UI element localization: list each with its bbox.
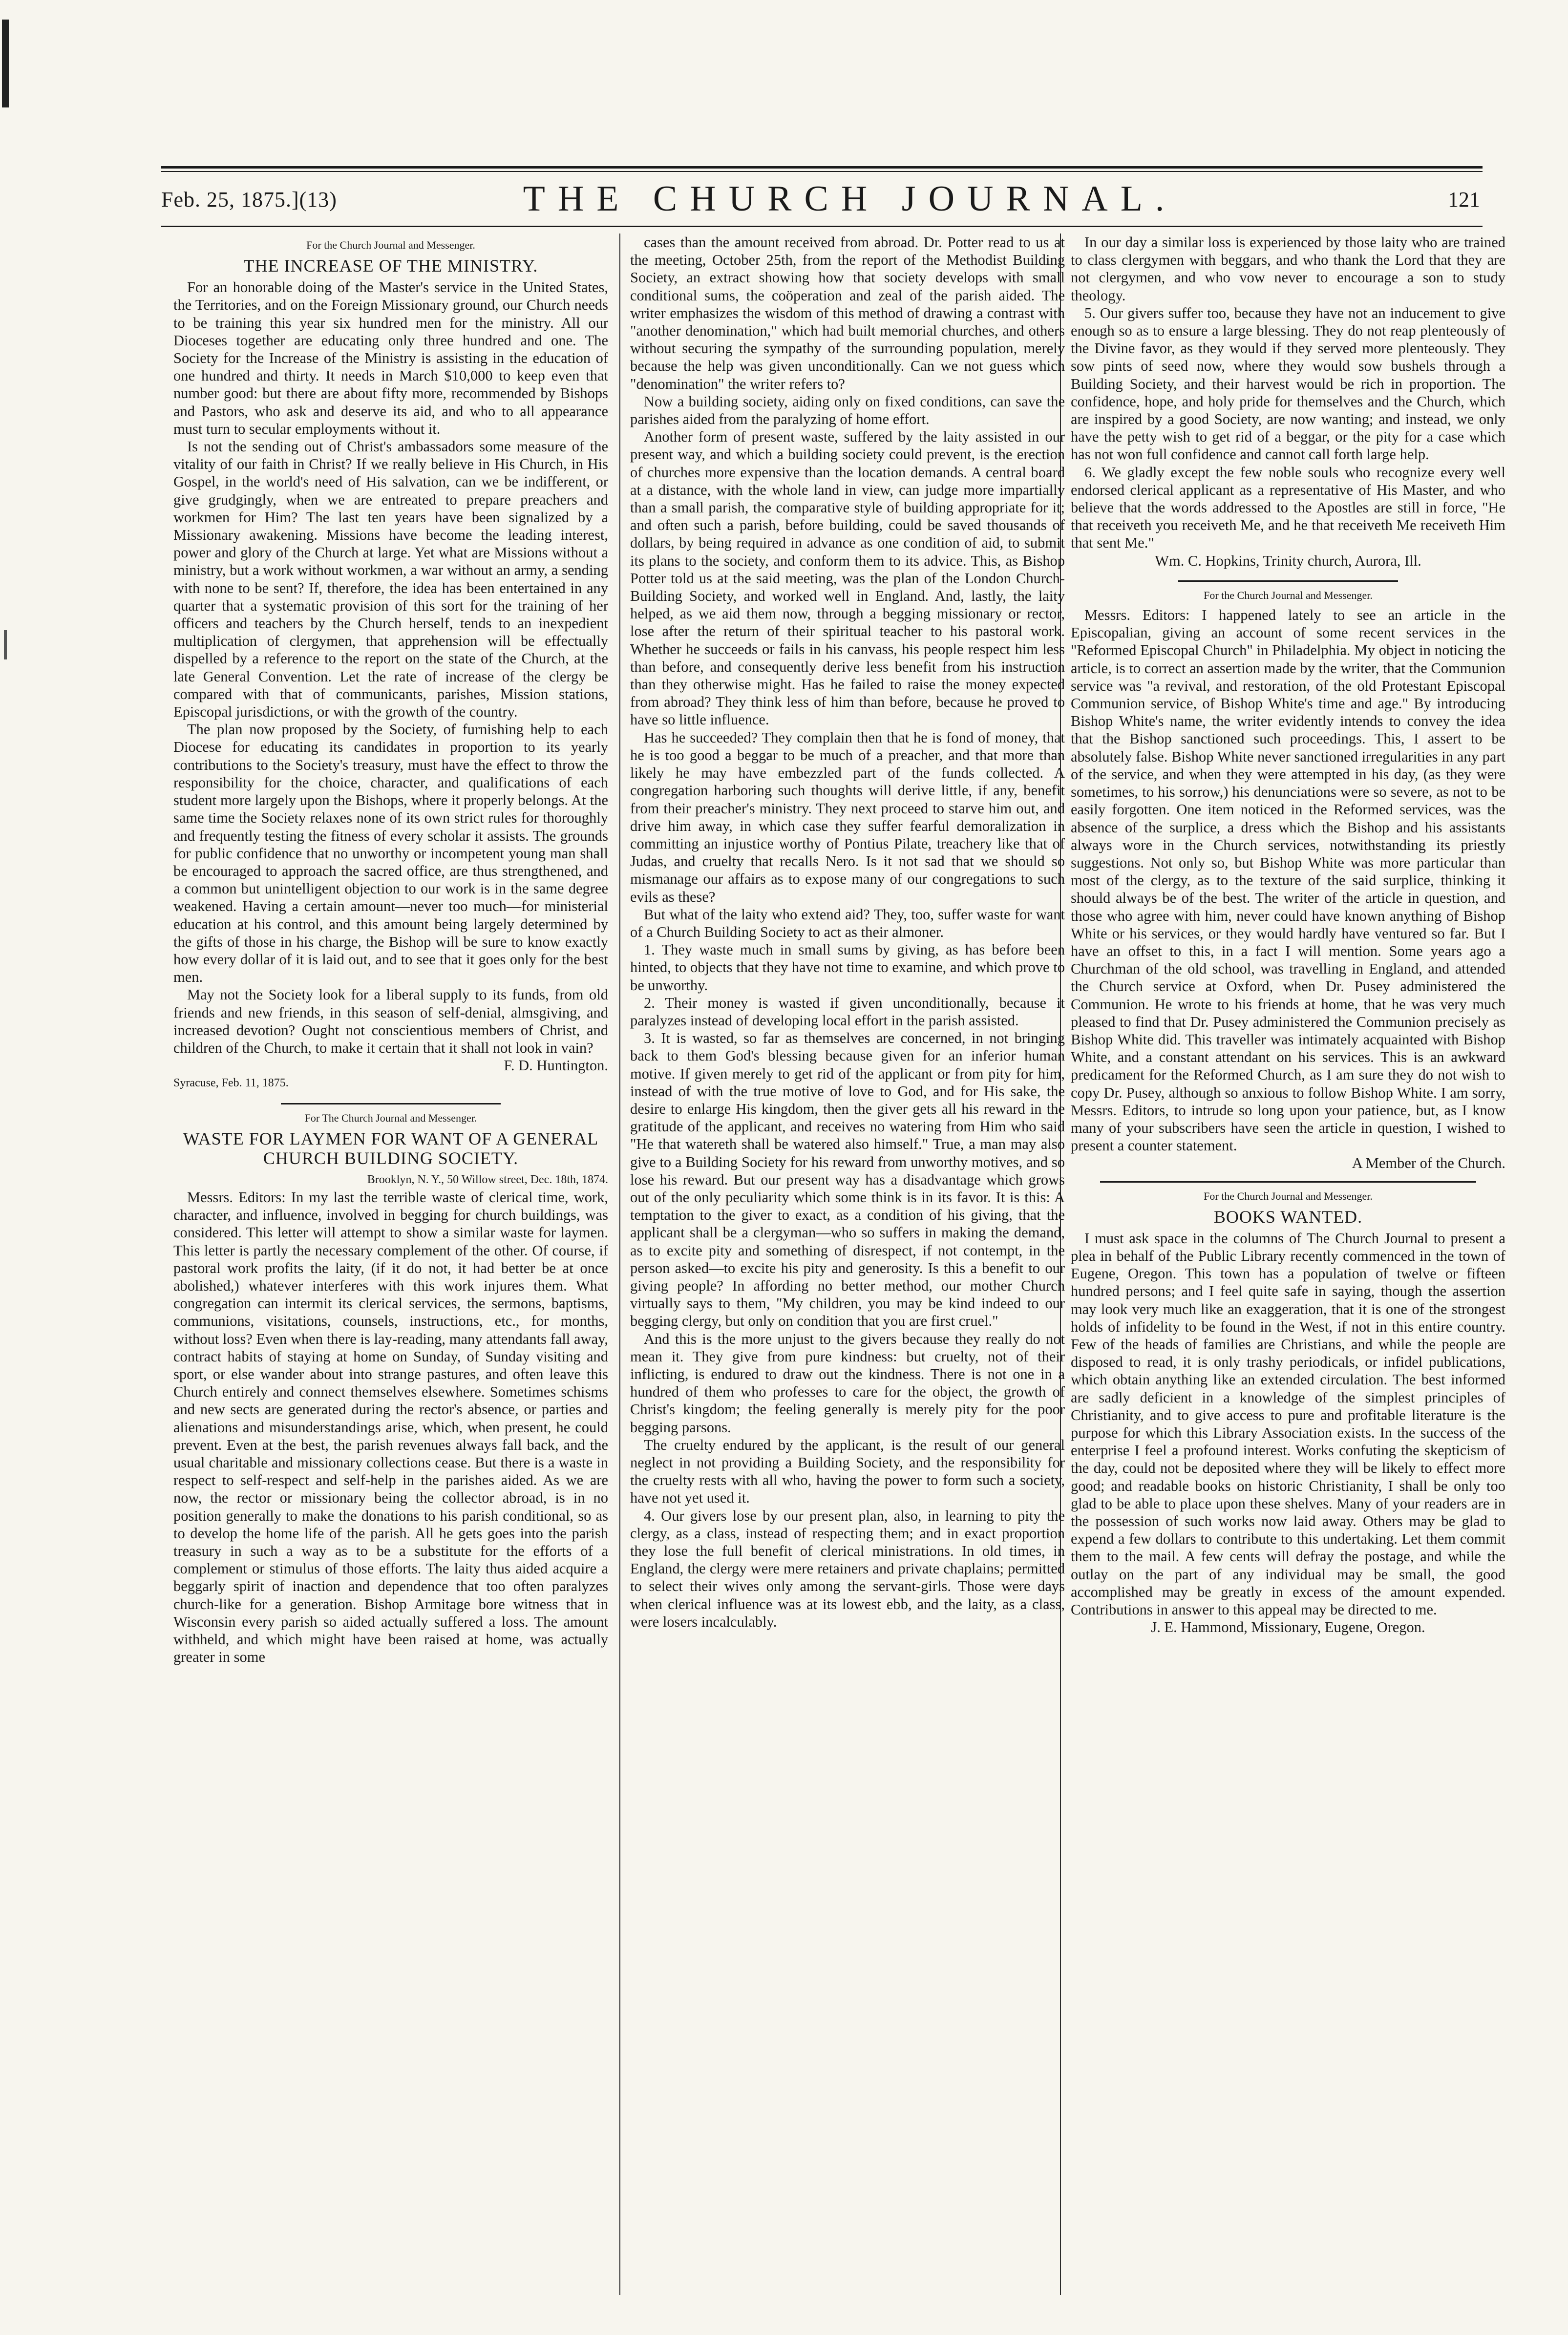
article-separator: [1178, 580, 1398, 582]
publication-title: THE CHURCH JOURNAL.: [523, 179, 1177, 219]
header-rule-bottom: [161, 226, 1483, 227]
article-credit: For The Church Journal and Messenger.: [304, 1111, 477, 1124]
article-paragraph: Messrs. Editors: In my last the terrible waste of clerical time, work, character, and influence, involved in begging for church buildings, was considered. This letter will attempt to show a similar waste for laymen. This letter is partly the necessary complement of the other. Of course, if pastoral work profits the laity, (if it do not, it had better be at once abolished,) whatever interferes with this work injures them. What congregation can intermit its clerical services, the sermons, baptisms, communions, visitations, counsels, instructions, etc., for months, without loss? Even when there is lay-reading, many attendants fall away, contract habits of staying at home on Sunday, of Sunday visiting and sport, or else wander about into strange pastures, and often leave this Church entirely and connect themselves elsewhere. Sometimes schisms and new sects are generated during the rector's absence, or parties and alienations and misunderstandings arise, which, when present, he could prevent. Even at the best, the parish revenues always fall back, and the usual charitable and missionary collections cease. But there is a waste in respect to self-respect and self-help in the parishes aided. As we are now, the rector or missionary being the collector abroad, is in no position generally to make the donations to his parish conditional, so as to develop the home life of the parish. All he gets goes into the parish treasury in such a way as to be a substitute for the efforts of a complement or stimulus of those efforts. The laity thus aided acquire a beggarly spirit of inaction and dependence that too often paralyzes church-like for a generation. Bishop Armitage bore witness that in Wisconsin every parish so aided actually suffered a loss. The amount withheld, and which might have been raised at home, was actually greater in some: [173, 1189, 608, 1666]
article-paragraph: 3. It is wasted, so far as themselves are concerned, in not bringing back to them God's blessing because given for an inferior human motive. If given merely to get rid of the applicant or from pity for him, instead of with the true motive of love to God, and for His sake, the desire to enlarge His kingdom, then the giver gets all his reward in the gratitude of the applicant, and receives no watering from Him who said "He that watereth shall be watered also himself." True, a man may also give to a Building Society for his reward from unworthy motives, and so lose his reward. But our present way has a disadvantage which grows out of the only peculiarity which some think is in its favor. It is this: A temptation to the giver to exact, as a condition of his giving, that the applicant shall be a clergyman—who so suffers in making the demand, as to excite pity and something of disrespect, if not contempt, in the person asked—to excite his pity and generosity. Is this a benefit to our giving people? In affording no better method, our mother Church virtually says to them, "My children, you may be kind indeed to our begging clergy, but only on condition that you are first cruel.": [630, 1030, 1065, 1330]
column-2: [630, 234, 1065, 1631]
article-separator: [1100, 1181, 1476, 1183]
article-paragraph: 4. Our givers lose by our present plan, also, in learning to pity the clergy, as a class, instead of respecting them; and in exact proportion they lose the full benefit of clerical ministrations. In old times, in England, the clergy were mere retainers and private chaplains; permitted to select their wives only among the servant-girls. Those were days when clerical influence was at its lowest ebb, and the laity, as a class, were losers incalculably.: [630, 1507, 1065, 1630]
page-number: 121: [1448, 188, 1480, 212]
article-paragraph: cases than the amount received from abroad. Dr. Potter read to us at the meeting, October 25th, from the report of the Methodist Building Society, an extract showing how that society develops with small conditional sums, the coöperation and zeal of the parish aided. The writer emphasizes the wisdom of this method of drawing a contrast with "another denomination," which had built memorial churches, and others without securing the sympathy of the surrounding population, merely because the help was given unconditionally. Can we not guess which "denomination" the writer refers to?: [630, 234, 1065, 392]
column-1: [173, 234, 608, 1666]
article-paragraph: May not the Society look for a liberal supply to its funds, from old friends and new friends, in this season of self-denial, almsgiving, and increased devotion? Ought not conscientious members of Christ, and children of the Church, to make it certain that it shall not look in vain?: [173, 986, 608, 1056]
article-headline: BOOKS WANTED.: [1213, 1207, 1363, 1227]
article-paragraph: Messrs. Editors: I happened lately to see an article in the Episcopalian, giving an account of some recent services in the "Reformed Episcopal Church" in Philadelphia. My object in noticing the article, is to correct an assertion made by the writer, that the Communion service was "a revival, and restoration, of the old Protestant Episcopal Communion service, of Bishop White's time and age." By introducing Bishop White's name, the writer evidently intends to convey the idea that the Bishop sanctioned such proceedings. This, I assert to be absolutely false. Bishop White never sanctioned irregularities in any part of the service, and when they were attempted in his day, (as they were sometimes, to his sorrow,) his denunciations were so severe, as not to be easily forgotten. One item noticed in the Reformed services, was the absence of the surplice, a dress which the Bishop and his assistants always wore in the Church services, notwithstanding its priestly suggestions. Not only so, but Bishop White was more particular than most of the clergy, as to the texture of the said surplice, thinking it should always be of the best. The writer of the article in question, and those who agree with him, never could have known anything of Bishop White or his services, or they would hardly have ventured so far. But I have an offset to this, in a fact I will mention. Some years ago a Churchman of the old school, was travelling in England, and attended the Church service at Oxford, when Dr. Pusey administered the Communion. He wrote to his friends at home, that he was very much pleased to find that Dr. Pusey administered the Communion precisely as Bishop White did. This traveller was intimately acquainted with Bishop White, and a constant attendant on his services. This is an awkward predicament for the Reformed Church, as I am sure they do not wish to copy Dr. Pusey, although so anxious to follow Bishop White. I am sorry, Messrs. Editors, to intrude so long upon your patience, but, as I know many of your subscribers have seen the article in question, I wished to present a counter statement.: [1071, 607, 1505, 1154]
article-signature: J. E. Hammond, Missionary, Eugene, Oregon.: [1151, 1619, 1425, 1636]
binding-edge-mark: [2, 20, 9, 107]
masthead: [161, 178, 1480, 222]
article-credit: For the Church Journal and Messenger.: [1204, 1189, 1373, 1202]
article-dateline: Brooklyn, N. Y., 50 Willow street, Dec. 18th, 1874.: [367, 1173, 608, 1186]
article-separator: [281, 1103, 501, 1104]
article-paragraph: Has he succeeded? They complain then that he is fond of money, that he is too good a beggar to be much of a preacher, and that more than likely he may have embezzled part of the funds collected. A congregation harboring such thoughts will derive little, if any, benefit from their preacher's ministry. They next proceed to starve him out, and drive him away, in which case they suffer fearful demoralization in committing an injustice worthy of Pontius Pilate, treachery like that of Judas, and cruelty that recalls Nero. Is it not sad that we should so mismanage our affairs as to expose many of our congregations to such evils as these?: [630, 729, 1065, 905]
article-paragraph: And this is the more unjust to the givers because they really do not mean it. They give from pure kindness: but cruelty, not of their inflicting, is endured to draw out the kindness. There is not one in a hundred of them who professes to care for the object, the growth of Christ's kingdom; the feeling generally is merely pity for the poor begging parsons.: [630, 1330, 1065, 1436]
article-paragraph: In our day a similar loss is experienced by those laity who are trained to class clergymen with beggars, and who thank the Lord that they are not clergymen, and who vow never to encourage a son to study theology.: [1071, 234, 1505, 304]
article-headline: THE INCREASE OF THE MINISTRY.: [243, 256, 538, 276]
article-paragraph: 1. They waste much in small sums by giving, as has before been hinted, to objects that they have not time to examine, and which prove to be unworthy.: [630, 941, 1065, 994]
article-paragraph: 2. Their money is wasted if given unconditionally, because it paralyzes instead of developing local effort in the parish assisted.: [630, 994, 1065, 1029]
article-signature: Wm. C. Hopkins, Trinity church, Aurora, Ill.: [1155, 552, 1421, 569]
article-signature: F. D. Huntington.: [504, 1057, 608, 1074]
binding-edge-mark: [4, 630, 7, 659]
article-paragraph: The plan now proposed by the Society, of furnishing help to each Diocese for educating its candidates in proportion to its yearly contributions to the Society's treasury, must have the effect to throw the responsibility for the choice, character, and qualifications of each student more largely upon the Bishops, where it properly belongs. At the same time the Society relaxes none of its own strict rules for thoroughly and frequently testing the fitness of every scholar it assists. The grounds for public confidence that no unworthy or incompetent young man shall be encouraged to approach the sacred office, are thus strengthened, and a common but unintelligent objection to our work is in the same degree weakened. Having a certain amount—never too much—for ministerial education at his control, and this amount being largely determined by the gifts of those in his charge, the Bishop will be sure to know exactly how every dollar of it is laid out, and to see that it goes only for the best men.: [173, 721, 608, 986]
article-paragraph: For an honorable doing of the Master's service in the United States, the Territories, and on the Foreign Missionary ground, our Church needs to be training this year six hundred men for the ministry. All our Dioceses together are educating only three hundred and one. The Society for the Increase of the Ministry is assisting in the education of one hundred and thirty. It needs in March $10,000 to keep even that number good: but there are about fifty more, recommended by Bishops and Pastors, who ask and deserve its aid, and who to all appearance must turn to secular employments without it.: [173, 279, 608, 437]
column-divider: [619, 234, 620, 2295]
article-paragraph: Is not the sending out of Christ's ambassadors some measure of the vitality of our faith in Christ? If we really believe in His Church, in His Gospel, in the world's need of His salvation, can we be indifferent, or give grudgingly, when we are entreated to prepare preachers and workmen for Him? The last ten years have been signalized by a Missionary awakening. Missions have become the leading interest, power and glory of the Church at large. Yet what are Missions without a ministry, but a work without workmen, a war without an army, a sending with none to be sent? If, therefore, the idea has been entertained in any quarter that a systematic provision of this sort for the training of her officers and teachers by the Church herself, tends to an inexpedient multiplication of clergymen, that apprehension will be effectually dispelled by a reference to the report on the state of the Church, at the late General Convention. Let the rate of increase of the clergy be compared with that of communicants, parishes, Mission stations, Episcopal jurisdictions, or with the growth of the country.: [173, 438, 608, 721]
header-rule-top: [161, 166, 1483, 169]
issue-date: Feb. 25, 1875.](13): [161, 188, 337, 212]
article-paragraph: Another form of present waste, suffered by the laity assisted in our present way, and which a building society could prevent, is the erection of churches more expensive than the location demands. A central board at a distance, with the whole land in view, can judge more impartially than a small parish, the comparative style of building appropriate for it; and often such a parish, before building, could be saved thousands of dollars, by being required in advance as one condition of aid, to submit its plans to the society, and conform them to its advice. This, as Bishop Potter told us at the said meeting, was the plan of the London Church-Building Society, and worked well in England. And, lastly, the laity helped, as we aid them now, through a begging missionary or rector, lose after the return of their spiritual teacher to his pastoral work. Whether he succeeds or fails in his canvass, his people respect him less than before, and consequently derive less benefit from his instruction than they otherwise might. Has he failed to raise the money expected from abroad? They think less of him than before, because he proved to have so little influence.: [630, 428, 1065, 728]
article-paragraph: But what of the laity who extend aid? They, too, suffer waste for want of a Church Building Society to act as their almoner.: [630, 906, 1065, 940]
article-credit: For the Church Journal and Messenger.: [306, 239, 475, 251]
article-paragraph: 5. Our givers suffer too, because they have not an inducement to give enough so as to ensure a large blessing. They do not reap plenteously of the Divine favor, as they would if they served more plenteously. They sow pints of seed now, where they would sow bushels through a Building Society, and their harvest would be rich in proportion. The confidence, hope, and holy pride for themselves and the Church, which are inspired by a good Society, are now wanting; and instead, we only have the petty wish to get rid of a beggar, or the pity for a case which has not won full confidence and cannot call forth large help.: [1071, 304, 1505, 463]
article-paragraph: Now a building society, aiding only on fixed conditions, can save the parishes aided from the paralyzing of home effort.: [630, 393, 1065, 428]
article-paragraph: The cruelty endured by the applicant, is the result of our general neglect in not providing a Building Society, and the responsibility for the cruelty rests with all who, having the power to form such a society, have not yet used it.: [630, 1436, 1065, 1507]
column-3: [1071, 234, 1505, 1636]
article-paragraph: I must ask space in the columns of The Church Journal to present a plea in behalf of the Public Library recently commenced in the town of Eugene, Oregon. This town has a population of twelve or fifteen hundred persons; and I feel quite safe in saying, though the assertion may look very much like an exaggeration, that it is one of the strongest holds of infidelity to be found in the West, if not in this entire country. Few of the heads of families are Christians, and while the people are disposed to read, it is only trashy periodicals, or infidel publications, which obtain anything like an extended circulation. The best informed are sadly deficient in a knowledge of the simplest principles of Christianity, and to give access to pure and profitable literature is the purpose for which this Library Association exists. In the success of the enterprise I feel a profound interest. Works confuting the skepticism of the day, could not be deposited where they will be likely to effect more good; and readable books on historic Christianity, I shall be only too glad to be able to place upon these shelves. Many of your readers are in the possession of such works now laid away. Others may be glad to expend a few dollars to contribute to this undertaking. Let them commit them to the mail. A few cents will defray the postage, and while the outlay on the part of any individual may be small, the good accomplished may be greatly in excess of the amount expended. Contributions in answer to this appeal may be directed to me.: [1071, 1230, 1505, 1618]
article-signature: A Member of the Church.: [1352, 1155, 1505, 1172]
article-paragraph: 6. We gladly except the few noble souls who recognize every well endorsed clerical applicant as a representative of His Master, and who believe that the words addressed to the Apostles are still in force, "He that receiveth you receiveth Me, and he that receiveth Me receiveth Him that sent Me.": [1071, 464, 1505, 552]
header-rule-top-thin: [161, 171, 1483, 172]
article-credit: For the Church Journal and Messenger.: [1204, 589, 1373, 601]
article-headline: WASTE FOR LAYMEN FOR WANT OF A GENERAL CHURCH BUILDING SOCIETY.: [183, 1128, 599, 1168]
article-dateline: Syracuse, Feb. 11, 1875.: [173, 1077, 289, 1090]
